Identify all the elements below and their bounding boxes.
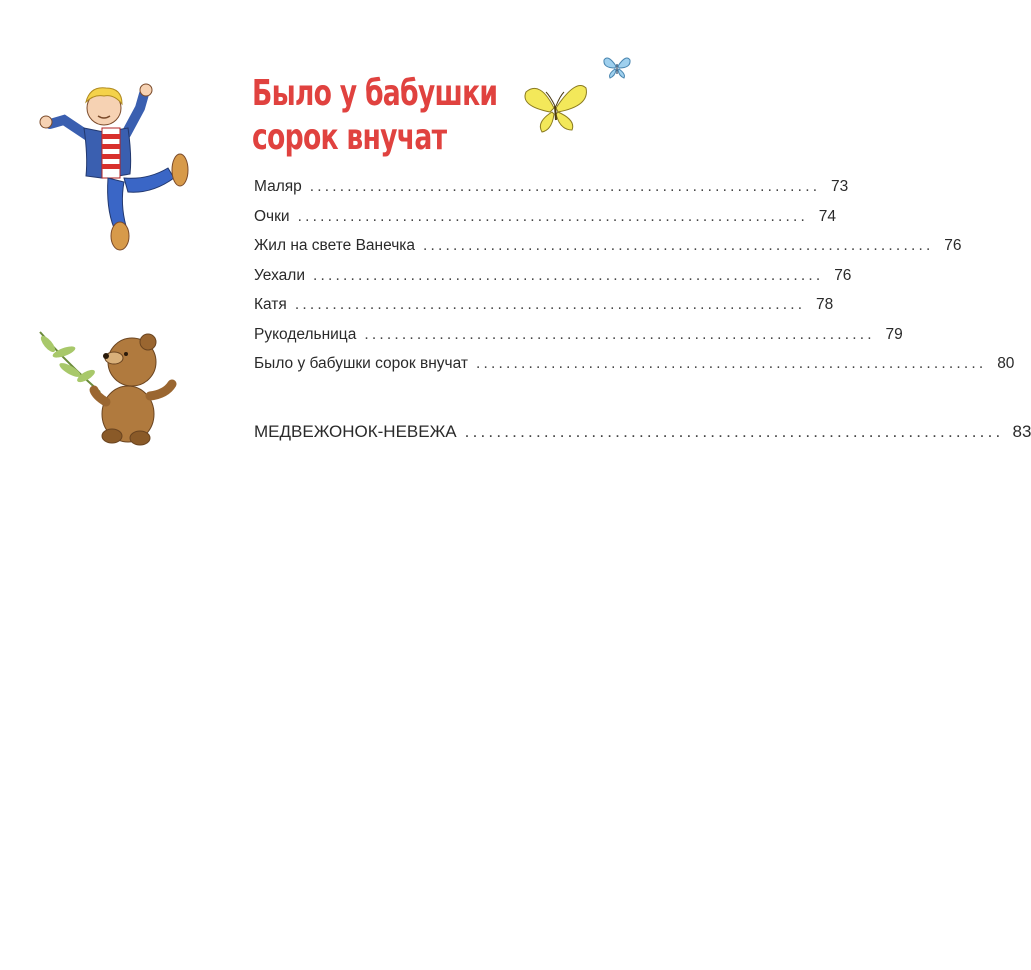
toc-leader-dots: .................................................................... [476,355,987,372]
jumping-boy-illustration [28,78,196,260]
toc-leader-dots: .................................................................... [297,207,809,225]
toc-entry-page: 76 [834,266,852,284]
toc-entry-page: 74 [818,207,837,225]
toc-entry-title: Рукодельница [254,325,357,343]
toc-entry-title: Уехали [254,266,305,284]
section-title-line-1: Было у бабушки [252,73,498,114]
toc-entry-title: Катя [254,296,287,313]
toc-entry-title: Жил на свете Ванечка [254,237,416,254]
toc-entry[interactable] [254,325,903,356]
toc-leader-dots: .................................................................... [364,325,875,343]
toc-entry[interactable] [254,178,849,208]
toc-entry[interactable] [254,296,834,326]
toc-leader-dots: .................................................................... [464,422,1004,441]
section-title [252,72,498,160]
toc-leader-dots: .................................................................... [309,178,821,195]
toc-leader-dots: .................................................................... [423,237,934,254]
toc-entry-page: 76 [944,237,962,254]
toc-entry[interactable] [254,207,837,238]
toc-main-entry[interactable] [254,422,1031,442]
toc-entry[interactable] [254,266,852,297]
toc-entry-title: Было у бабушки сорок внучат [254,355,468,372]
toc-main-entry-title: МЕДВЕЖОНОК-НЕВЕЖА [254,422,457,441]
toc-entry-title: Маляр [254,178,302,195]
toc-entry-page: 80 [997,355,1015,372]
toc-entry-page: 78 [816,296,834,313]
toc-entry-page: 79 [885,325,903,343]
yellow-butterfly-icon [520,78,590,138]
toc-entry[interactable] [254,355,1015,385]
toc-entry-page: 73 [830,178,849,195]
toc-leader-dots: .................................................................... [294,296,806,313]
toc-leader-dots: .................................................................... [313,266,824,284]
toc-main-entry-page: 83 [1012,422,1031,441]
toc-list [254,178,1015,385]
toc-entry-title: Очки [254,207,290,225]
bear-cub-illustration [36,322,186,452]
toc-entry[interactable] [254,237,962,267]
blue-butterfly-icon [602,52,632,80]
section-title-line-2: сорок внучат [252,117,447,158]
